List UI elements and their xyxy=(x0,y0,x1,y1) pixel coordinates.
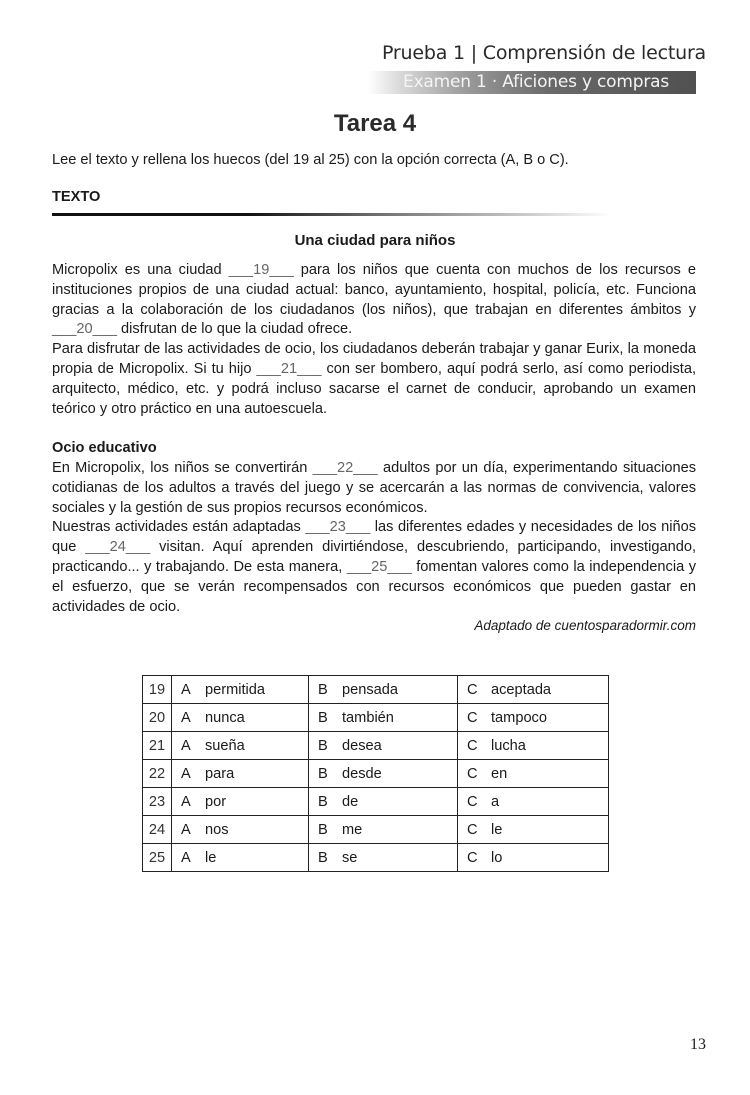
option-letter: C xyxy=(467,821,478,838)
text: Nuestras actividades están adaptadas xyxy=(52,519,306,536)
option-row xyxy=(143,844,609,872)
option-text: en xyxy=(491,765,508,782)
option-text: lo xyxy=(491,849,503,866)
option-c[interactable] xyxy=(458,760,609,788)
paragraph-4 xyxy=(52,518,696,617)
option-c[interactable] xyxy=(458,816,609,844)
option-letter: A xyxy=(181,709,191,726)
option-letter: C xyxy=(467,849,478,866)
text: las diferentes edades y necesidades de los niños que xyxy=(52,519,696,556)
paragraph-3 xyxy=(52,459,696,518)
page-number: 13 xyxy=(690,1036,706,1053)
option-c[interactable] xyxy=(458,704,609,732)
option-letter: B xyxy=(318,681,328,698)
question-number: 23 xyxy=(143,788,172,816)
question-number: 25 xyxy=(143,844,172,872)
option-a[interactable] xyxy=(172,676,309,704)
option-row xyxy=(143,676,609,704)
option-text: se xyxy=(342,849,358,866)
story-title: Una ciudad para niños xyxy=(294,232,456,249)
gap-23: ___23___ xyxy=(305,519,371,536)
option-b[interactable] xyxy=(309,788,458,816)
option-b[interactable] xyxy=(309,732,458,760)
option-text: desde xyxy=(342,765,382,782)
option-letter: C xyxy=(467,681,478,698)
text: adultos por un día, experimentando situaciones cotidianas de los adultos a través del juego y se acercarán a las normas de convivencia, valores sociales y la gestión de sus propios recursos económicos. xyxy=(52,459,696,516)
gap-22: ___22___ xyxy=(312,459,378,476)
section-header: Prueba 1 | Comprensión de lectura xyxy=(382,42,706,64)
option-text: de xyxy=(342,793,359,810)
option-text: lucha xyxy=(491,737,526,754)
option-letter: A xyxy=(181,821,191,838)
option-row xyxy=(143,788,609,816)
option-letter: B xyxy=(318,709,328,726)
option-c[interactable] xyxy=(458,788,609,816)
divider xyxy=(52,213,612,216)
paragraph-1 xyxy=(52,261,696,340)
source-credit: Adaptado de cuentosparadormir.com xyxy=(474,618,696,633)
option-b[interactable] xyxy=(309,704,458,732)
gap-21: ___21___ xyxy=(256,360,322,377)
exam-banner-label: Examen 1 · Aficiones y compras xyxy=(403,72,669,92)
text: visitan. Aquí aprenden divirtiéndose, descubriendo, participando, investigando, practicando... y trabajando. De esta manera, xyxy=(52,539,696,575)
option-a[interactable] xyxy=(172,732,309,760)
option-text: a xyxy=(491,793,500,810)
option-b[interactable] xyxy=(309,760,458,788)
option-text: permitida xyxy=(205,681,266,698)
option-row xyxy=(143,732,609,760)
option-text: desea xyxy=(342,737,382,754)
option-letter: B xyxy=(318,849,328,866)
option-letter: B xyxy=(318,737,328,754)
exam-banner xyxy=(368,71,696,94)
options-table xyxy=(142,675,609,872)
text: En Micropolix, los niños se convertirán xyxy=(52,459,313,476)
gap-19: ___19___ xyxy=(228,262,294,278)
option-b[interactable] xyxy=(309,676,458,704)
text: con ser bombero, aquí podrá serlo, así como periodista, arquitecto, médico, etc. y podrá incluso sacarse el carnet de conducir, aprobando un examen teórico y otro práctico en una autoescuela. xyxy=(52,360,696,417)
text-label: TEXTO xyxy=(52,189,101,205)
option-row xyxy=(143,816,609,844)
option-text: le xyxy=(491,821,503,838)
option-c[interactable] xyxy=(458,732,609,760)
option-text: nunca xyxy=(205,709,245,726)
option-text: nos xyxy=(205,821,229,838)
option-letter: A xyxy=(181,681,191,698)
option-a[interactable] xyxy=(172,760,309,788)
option-a[interactable] xyxy=(172,788,309,816)
option-b[interactable] xyxy=(309,816,458,844)
option-text: también xyxy=(342,709,394,726)
option-c[interactable] xyxy=(458,676,609,704)
option-text: aceptada xyxy=(491,681,552,698)
option-letter: B xyxy=(318,765,328,782)
option-b[interactable] xyxy=(309,844,458,872)
option-text: pensada xyxy=(342,681,398,698)
option-letter: B xyxy=(318,793,328,810)
text: disfrutan de lo que la ciudad ofrece. xyxy=(116,321,353,338)
option-letter: A xyxy=(181,737,191,754)
question-number: 22 xyxy=(143,760,172,788)
task-instruction: Lee el texto y rellena los huecos (del 19 al 25) con la opción correcta (A, B o C). xyxy=(52,152,569,168)
subheading: Ocio educativo xyxy=(52,440,157,457)
option-letter: A xyxy=(181,793,191,810)
text: Micropolix es una ciudad xyxy=(52,262,229,278)
task-title: Tarea 4 xyxy=(333,110,417,137)
option-letter: A xyxy=(181,765,191,782)
option-a[interactable] xyxy=(172,704,309,732)
option-letter: C xyxy=(467,709,478,726)
gap-25: ___25___ xyxy=(346,558,412,575)
question-number: 19 xyxy=(143,676,172,704)
option-row xyxy=(143,704,609,732)
option-row xyxy=(143,760,609,788)
option-a[interactable] xyxy=(172,816,309,844)
option-text: tampoco xyxy=(491,709,547,726)
option-letter: B xyxy=(318,821,328,838)
text: fomentan valores como la independencia y el esfuerzo, que se verán recompensados con recursos económicos que pueden gastar en actividades de ocio. xyxy=(52,558,696,615)
option-letter: C xyxy=(467,793,478,810)
gap-20: ___20___ xyxy=(52,321,117,338)
text: Para disfrutar de las actividades de ocio, los ciudadanos deberán trabajar y ganar Eurix, la moneda propia de Micropolix. Si tu hijo xyxy=(52,341,696,377)
option-letter: A xyxy=(181,849,191,866)
option-text: sueña xyxy=(205,737,245,754)
option-text: por xyxy=(205,793,227,810)
option-text: para xyxy=(205,765,235,782)
option-text: le xyxy=(205,849,217,866)
gap-24: ___24___ xyxy=(85,539,151,556)
option-text: me xyxy=(342,821,363,838)
text: para los niños que cuenta con muchos de los recursos e instituciones propios de una ciudad actual: banco, ayuntamiento, hospital, policía, etc. Funciona gracias a la colaboración de los ciudadanos (los niños), que trabajan en diferentes ámbitos y xyxy=(52,262,696,318)
option-letter: C xyxy=(467,765,478,782)
option-letter: C xyxy=(467,737,478,754)
question-number: 20 xyxy=(143,704,172,732)
question-number: 21 xyxy=(143,732,172,760)
option-c[interactable] xyxy=(458,844,609,872)
paragraph-2 xyxy=(52,340,696,419)
story-body xyxy=(52,261,696,617)
option-a[interactable] xyxy=(172,844,309,872)
question-number: 24 xyxy=(143,816,172,844)
